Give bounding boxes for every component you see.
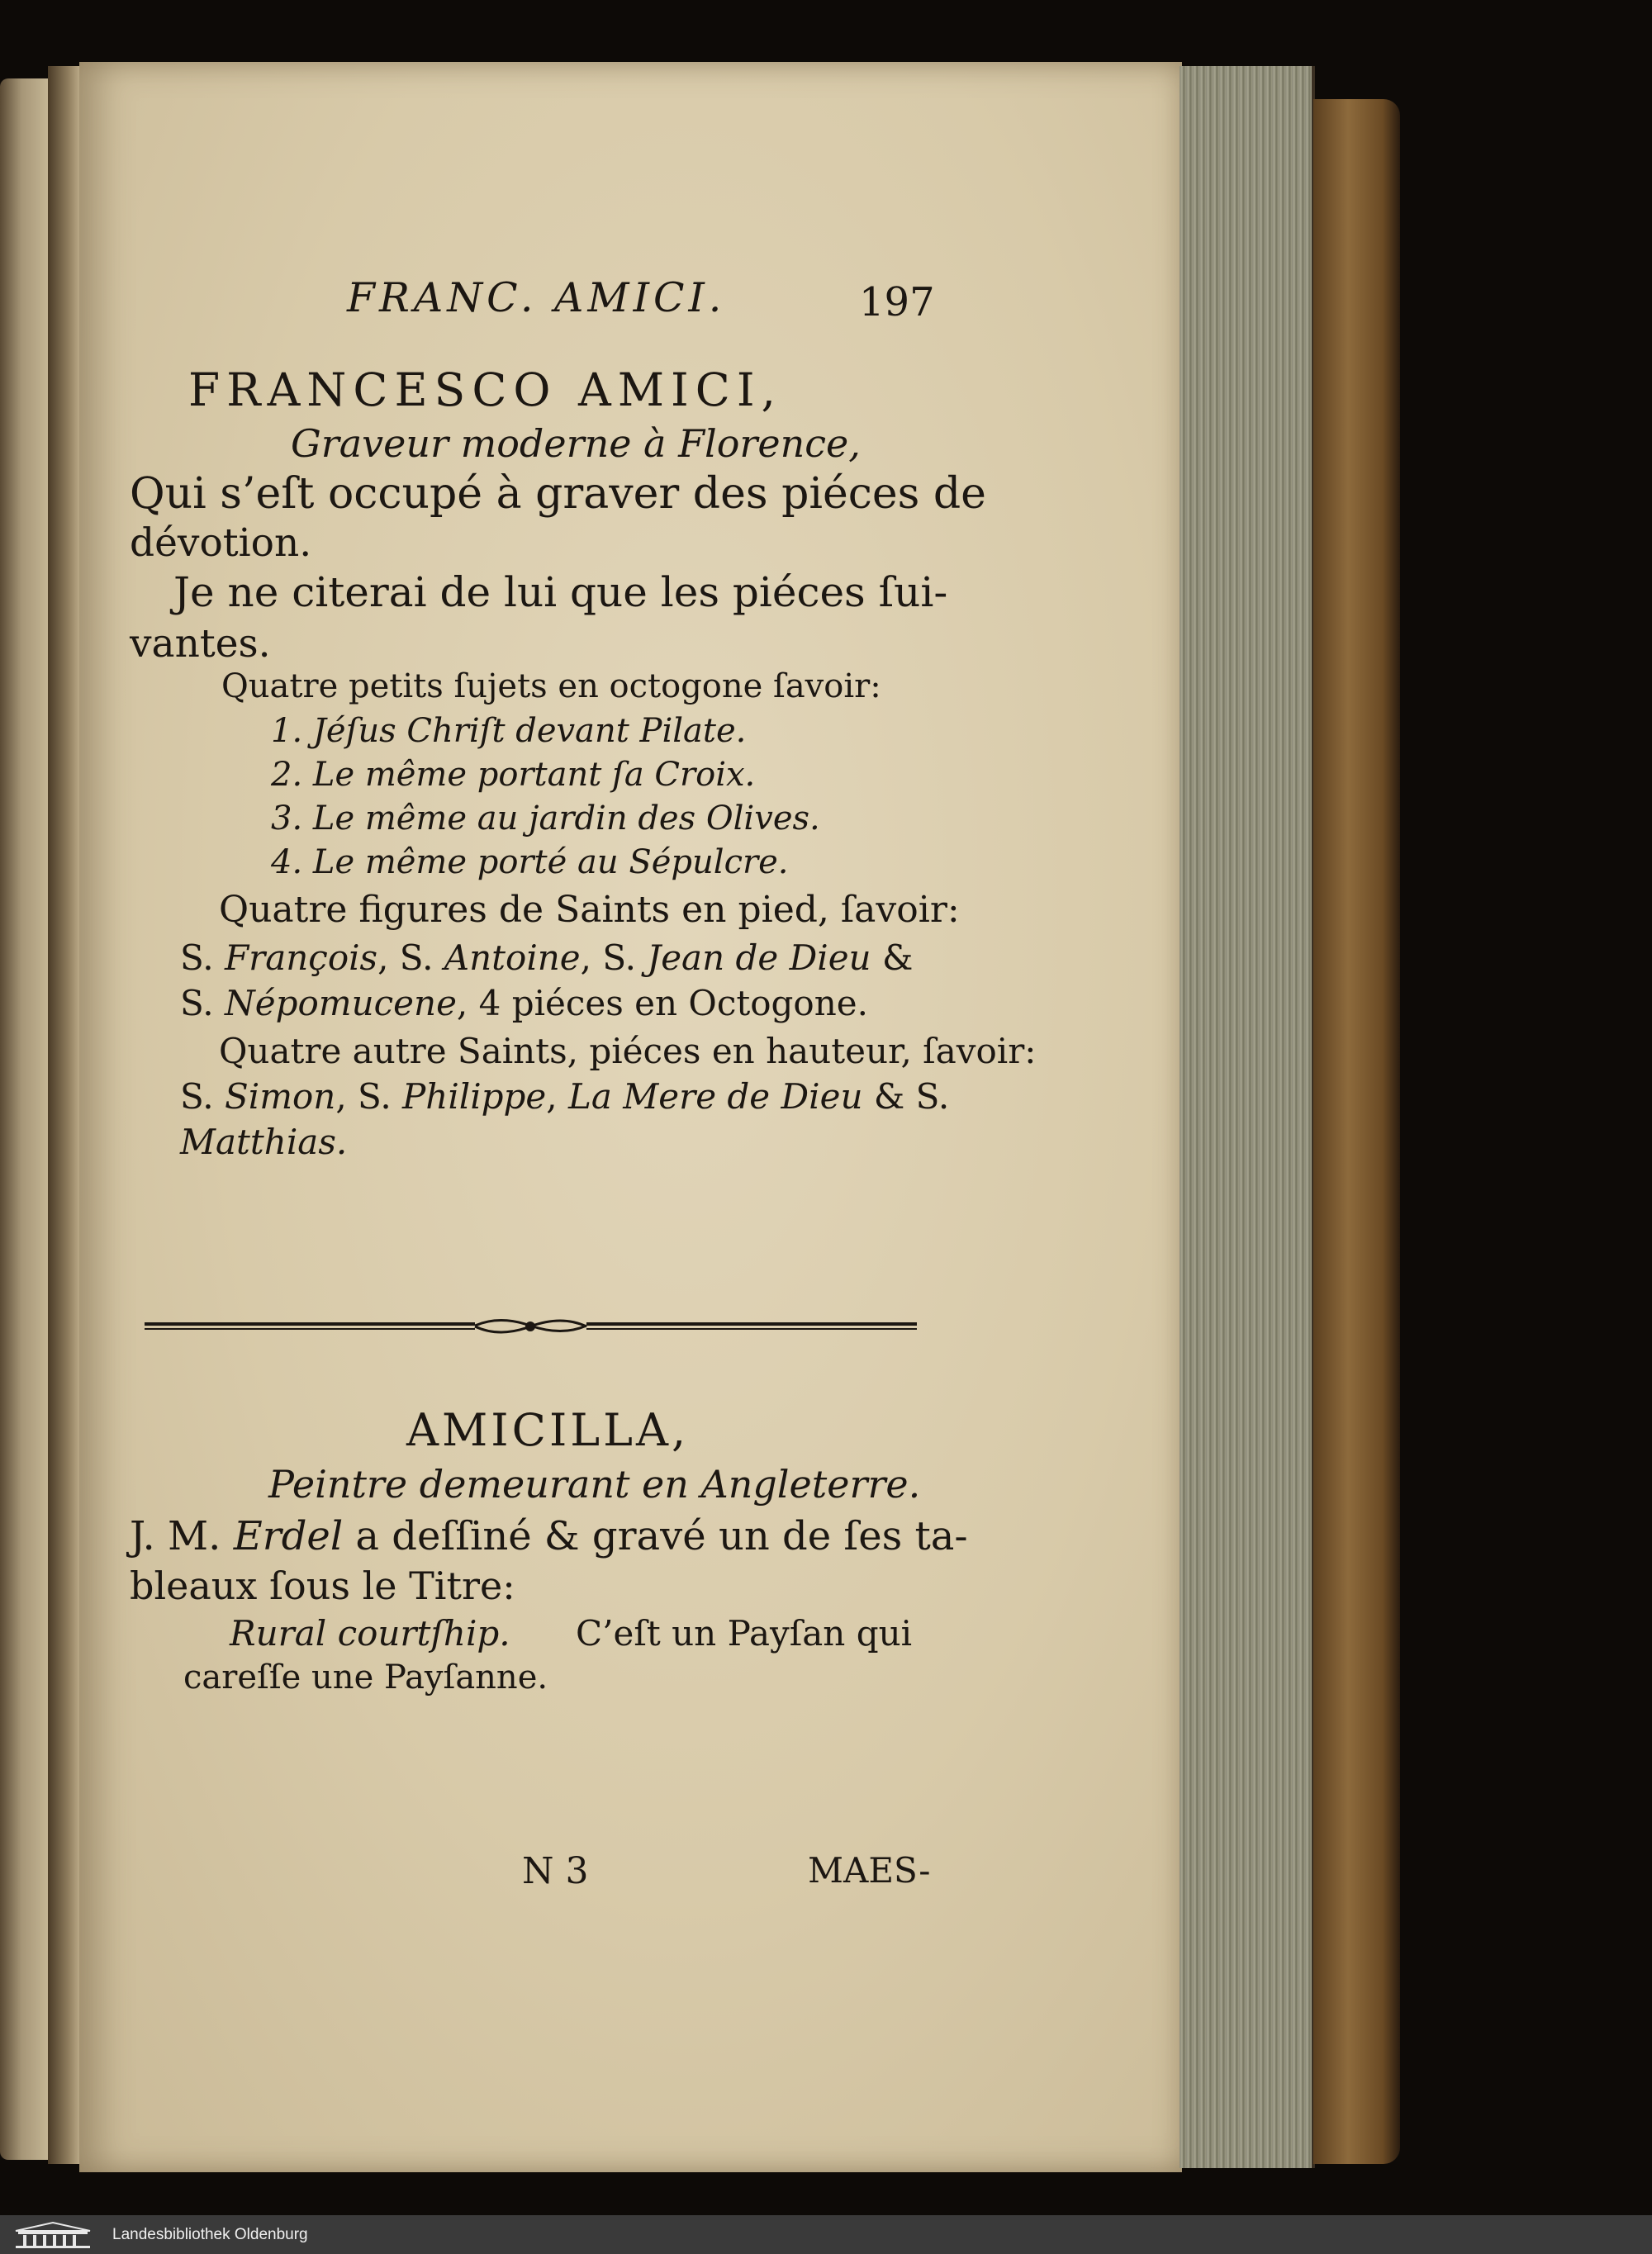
body-line: bleaux ſous le Titre: bbox=[130, 1564, 515, 1608]
ornamental-divider bbox=[145, 1315, 917, 1340]
list-item: 2. Le même portant ſa Croix. bbox=[271, 756, 756, 794]
book-gutter bbox=[48, 66, 81, 2164]
list-item: 3. Le même au jardin des Olives. bbox=[271, 800, 820, 838]
body-line: Quatre petits ſujets en octogone ſavoir: bbox=[221, 667, 881, 705]
book-cover-edge bbox=[1313, 99, 1400, 2164]
entry-heading-francesco-amici: FRANCESCO AMICI, bbox=[188, 363, 783, 416]
saints-line: S. Népomucene, 4 piéces en Octogone. bbox=[180, 983, 868, 1023]
body-line: Qui s’eſt occupé à graver des piéces de bbox=[130, 469, 986, 519]
left-page-edge bbox=[0, 78, 48, 2160]
saints-line: Matthias. bbox=[180, 1122, 348, 1162]
page-block-edges bbox=[1180, 66, 1315, 2168]
entry-subtitle: Peintre demeurant en Angleterre. bbox=[268, 1462, 921, 1507]
saints-line: S. François, S. Antoine, S. Jean de Dieu & bbox=[180, 937, 914, 978]
body-line: Quatre figures de Saints en pied, ſavoir: bbox=[219, 889, 960, 931]
body-line: Je ne citerai de lui que les piéces ſui- bbox=[173, 568, 948, 616]
library-footer-bar bbox=[0, 2215, 1652, 2254]
body-line: careſſe une Payſanne. bbox=[183, 1658, 548, 1696]
saints-line: S. Simon, S. Philippe, La Mere de Dieu & S. bbox=[180, 1076, 950, 1117]
body-line: C’eſt un Payſan qui bbox=[576, 1613, 913, 1654]
running-title: FRANC. AMICI. bbox=[347, 274, 726, 321]
page-number: 197 bbox=[859, 279, 935, 325]
library-building-icon bbox=[12, 2221, 94, 2249]
signature-mark: N 3 bbox=[522, 1850, 589, 1892]
body-line: Quatre autre Saints, piéces en hauteur, ſavoir: bbox=[219, 1031, 1037, 1071]
body-line: vantes. bbox=[130, 621, 271, 667]
library-name: Landesbibliothek Oldenburg bbox=[112, 2225, 308, 2243]
list-item: 1. Jéſus Chriſt devant Pilate. bbox=[271, 712, 747, 750]
artwork-title: Rural courtſhip. bbox=[230, 1613, 510, 1654]
catchword: MAES- bbox=[808, 1850, 931, 1891]
body-line: dévotion. bbox=[130, 520, 312, 566]
entry-heading-amicilla: AMICILLA, bbox=[406, 1404, 690, 1456]
body-line: J. M. Erdel a deſſiné & gravé un de ſes ta- bbox=[130, 1513, 968, 1559]
entry-subtitle: Graveur moderne à Florence, bbox=[291, 421, 861, 466]
list-item: 4. Le même porté au Sépulcre. bbox=[271, 843, 789, 881]
